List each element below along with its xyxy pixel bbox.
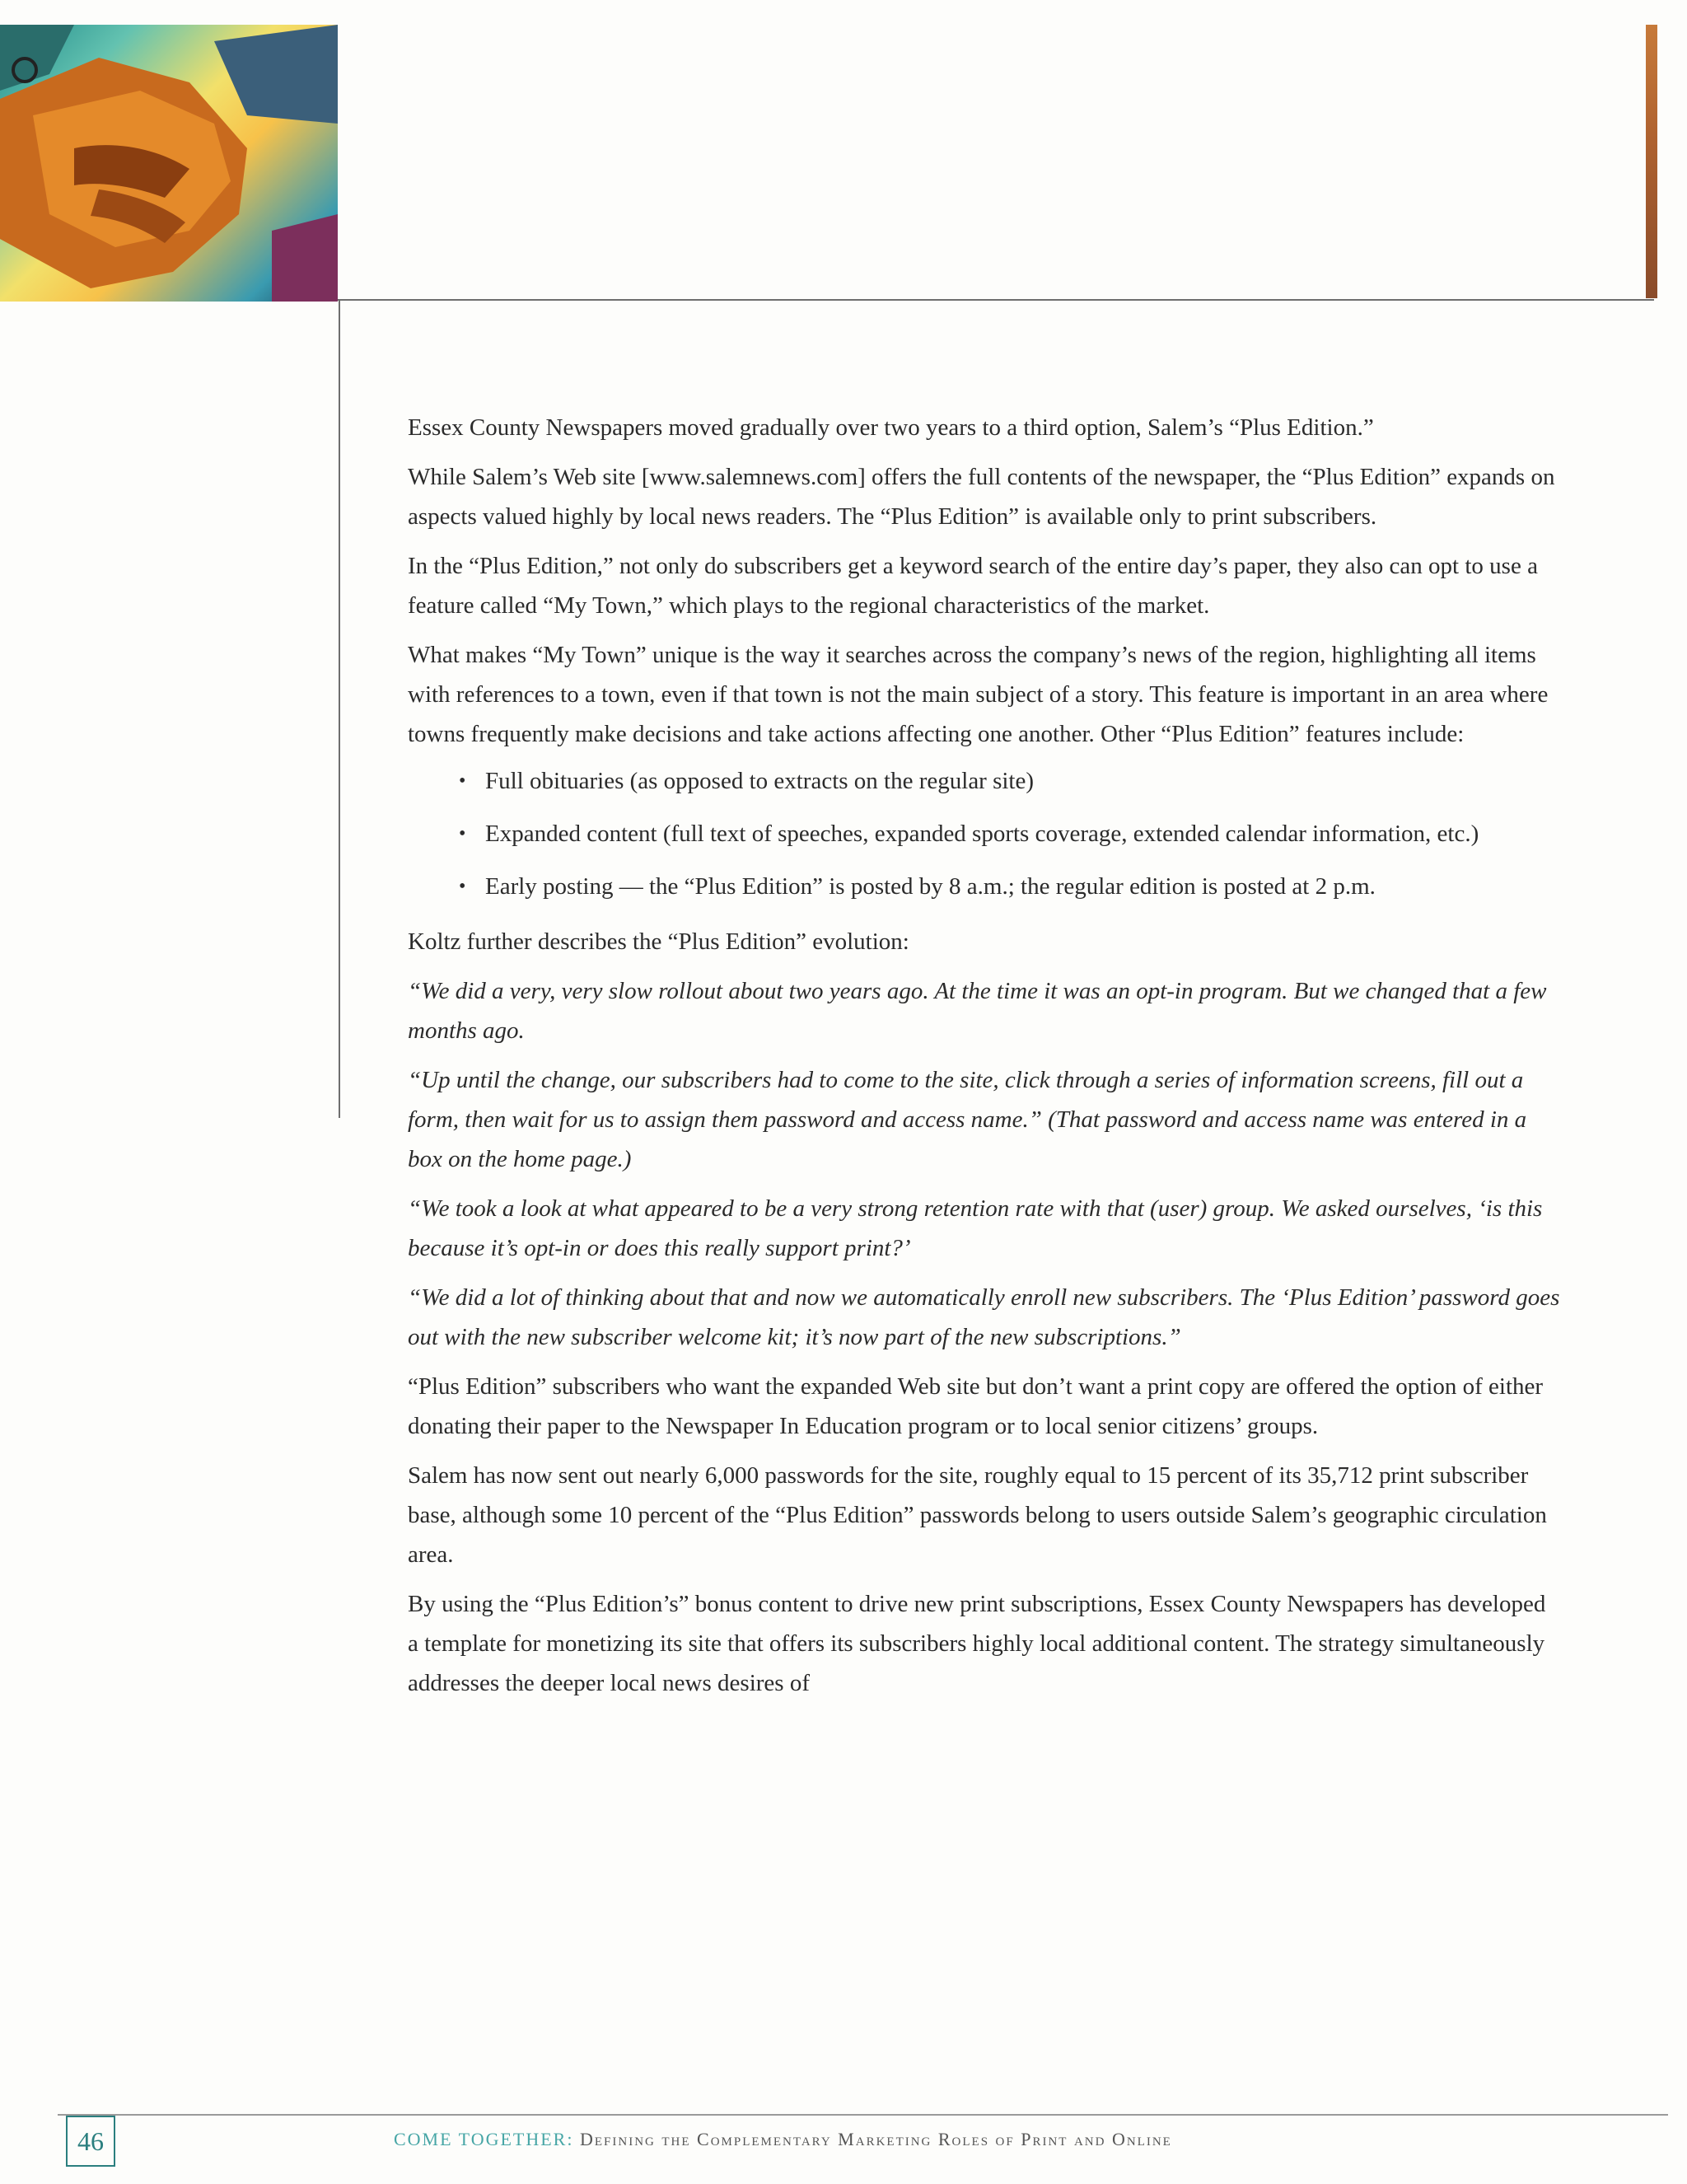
quote: “We took a look at what appeared to be a very strong retention rate with that (user) group. We asked ourselves, ‘is this because it’s opt-in or does this really support print?’ [408, 1195, 1543, 1261]
feature-list [408, 764, 1561, 904]
paragraph: In the “Plus Edition,” not only do subscribers get a keyword search of the entire day’s paper, they also can opt to use a feature called “My Town,” which plays to the regional characteristics of the market. [408, 553, 1538, 619]
article-body [408, 408, 1561, 1713]
paragraph: Salem has now sent out nearly 6,000 passwords for the site, roughly equal to 15 percent of its 35,712 print subscriber base, although some 10 percent of the “Plus Edition” passwords belong to users outside Salem’s geographic circulation area. [408, 1462, 1547, 1568]
side-rule [339, 301, 340, 1118]
paragraph: Koltz further describes the “Plus Edition” evolution: [408, 928, 909, 955]
footer-rule [58, 2114, 1668, 2116]
paragraph: While Salem’s Web site [www.salemnews.com] offers the full contents of the newspaper, the “Plus Edition” expands on aspects valued highly by local news readers. The “Plus Edition” is available only to print subscribers. [408, 464, 1555, 530]
handshake-illustration [0, 25, 338, 302]
quote: “Up until the change, our subscribers had to come to the site, click through a series of information screens, fill out a form, then wait for us to assign them password and access name.” (That password and access name was entered in a box on the home page.) [408, 1067, 1527, 1172]
footer-title: Defining the Complementary Marketing Roles of Print and Online [579, 2129, 1172, 2149]
list-item: • Early posting — the “Plus Edition” is posted by 8 a.m.; the regular edition is posted at 2 p.m. [459, 869, 1561, 904]
paragraph: What makes “My Town” unique is the way it searches across the company’s news of the region, highlighting all items with references to a town, even if that town is not the main subject of a story. This feature is important in an area where towns frequently make decisions and take actions affecting one another. Other “Plus Edition” features include: [408, 642, 1549, 747]
quote: “We did a lot of thinking about that and now we automatically enroll new subscribers. The ‘Plus Edition’ password goes out with the new subscriber welcome kit; it’s now part of the new subscriptions.” [408, 1284, 1560, 1350]
footer-brand: COME TOGETHER: [394, 2129, 574, 2149]
page-number: 46 [66, 2116, 115, 2167]
paragraph: By using the “Plus Edition’s” bonus content to drive new print subscriptions, Essex County Newspapers has developed a template for monetizing its site that offers its subscribers highly local additional content. The strategy simultaneously addresses the deeper local news desires of [408, 1591, 1546, 1696]
running-footer [394, 2129, 1629, 2150]
corner-accent-bar [1646, 25, 1657, 298]
paragraph: Essex County Newspapers moved gradually over two years to a third option, Salem’s “Plus Edition.” [408, 414, 1374, 441]
header-rule [338, 299, 1654, 301]
list-item: • Full obituaries (as opposed to extracts on the regular site) [459, 764, 1561, 798]
paragraph: “Plus Edition” subscribers who want the expanded Web site but don’t want a print copy are offered the option of either donating their paper to the Newspaper In Education program or to local senior citizens’ groups. [408, 1373, 1544, 1439]
handshake-icon [0, 25, 338, 302]
quote: “We did a very, very slow rollout about two years ago. At the time it was an opt-in program. But we changed that a few months ago. [408, 978, 1547, 1044]
list-item: • Expanded content (full text of speeches, expanded sports coverage, extended calendar information, etc.) [459, 816, 1561, 851]
